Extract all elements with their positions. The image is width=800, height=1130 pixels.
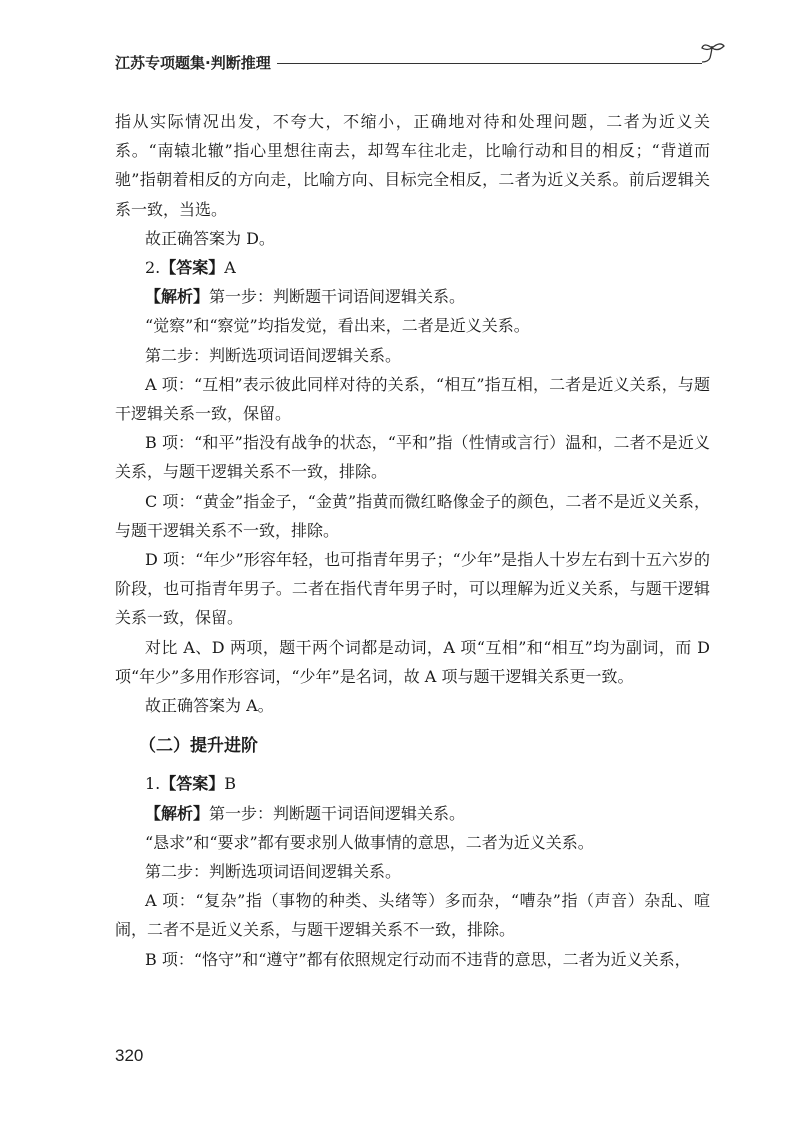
q2-analysis-label: 【解析】 — [145, 287, 210, 307]
sprout-icon — [698, 38, 728, 68]
paragraph-continued: 指从实际情况出发，不夸大，不缩小，正确地对待和处理问题，二者为近义关系。“南辕北辙”指心里想往南去，却驾车往北走，比喻行动和目的相反；“背道而驰”指朝着相反的方向走，比喻方向、目标完全相反，二者为近义关系。前后逻辑关系一致，当选。 — [115, 112, 710, 219]
q2-option-d: D 项：“年少”形容年轻，也可指青年男子；“少年”是指人十岁左右到十五六岁的阶段，也可指青年男子。二者在指代青年男子时，可以理解为近义关系，与题干逻辑关系一致，保留。 — [115, 550, 710, 628]
running-header — [115, 46, 715, 76]
header-title: 江苏专项题集·判断推理 — [115, 54, 271, 72]
q2-answer-label: 【答案】 — [160, 258, 225, 278]
s2-q1-option-b: B 项：“恪守”和“遵守”都有依照规定行动而不违背的意思，二者为近义关系， — [145, 949, 691, 969]
q2-answer-line — [115, 253, 710, 282]
q1-conclusion: 故正确答案为 D。 — [145, 228, 275, 248]
s2-q1-step1: 第一步：判断题干词语间逻辑关系。 — [209, 803, 466, 823]
s2-q1-stem-relation: “恳求”和“要求”都有要求别人做事情的意思，二者为近义关系。 — [145, 832, 594, 852]
q2-number: 2. — [145, 258, 161, 278]
q2-option-a: A 项：“互相”表示彼此同样对待的关系，“相互”指互相，二者是近义关系，与题干逻辑关系一致，保留。 — [115, 374, 710, 424]
q2-stem-relation: “觉察”和“察觉”均指发觉，看出来，二者是近义关系。 — [145, 316, 530, 336]
q2-step2: 第二步：判断选项词语间逻辑关系。 — [145, 345, 402, 365]
s2-q1-option-a: A 项：“复杂”指（事物的种类、头绪等）多而杂，“嘈杂”指（声音）杂乱、喧闹，二者不是近义关系，与题干逻辑关系不一致，排除。 — [115, 891, 710, 940]
q2-step1-line — [115, 282, 710, 311]
s2-q1-answer-value: B — [224, 774, 237, 794]
s2-q1-step1-line — [115, 799, 710, 828]
q2-step1: 第一步：判断题干词语间逻辑关系。 — [209, 287, 466, 307]
s2-q1-step2: 第二步：判断选项词语间逻辑关系。 — [145, 862, 402, 882]
header-rule — [277, 63, 702, 64]
q2-option-c: C 项：“黄金”指金子，“金黄”指黄而微红略像金子的颜色，二者不是近义关系，与题干逻辑关系不一致，排除。 — [115, 491, 710, 540]
page-number: 320 — [115, 1046, 144, 1065]
s2-q1-answer-line — [115, 769, 710, 798]
q2-comparison: 对比 A、D 两项，题干两个词都是动词，A 项“互相”和“相互”均为副词，而 D 项“年少”多用作形容词，“少年”是名词，故 A 项与题干逻辑关系更一致。 — [115, 637, 710, 686]
q2-conclusion: 故正确答案为 A。 — [145, 696, 274, 716]
q2-option-b: B 项：“和平”指没有战争的状态，“平和”指（性情或言行）温和，二者不是近义关系，与题干逻辑关系不一致，排除。 — [115, 433, 710, 482]
s2-q1-number: 1. — [145, 774, 161, 794]
q2-answer-value: A — [224, 258, 236, 278]
s2-q1-analysis-label: 【解析】 — [145, 803, 210, 823]
s2-q1-answer-label: 【答案】 — [160, 774, 225, 794]
section-title: （二）提升进阶 — [139, 736, 258, 757]
page-body — [115, 107, 710, 974]
